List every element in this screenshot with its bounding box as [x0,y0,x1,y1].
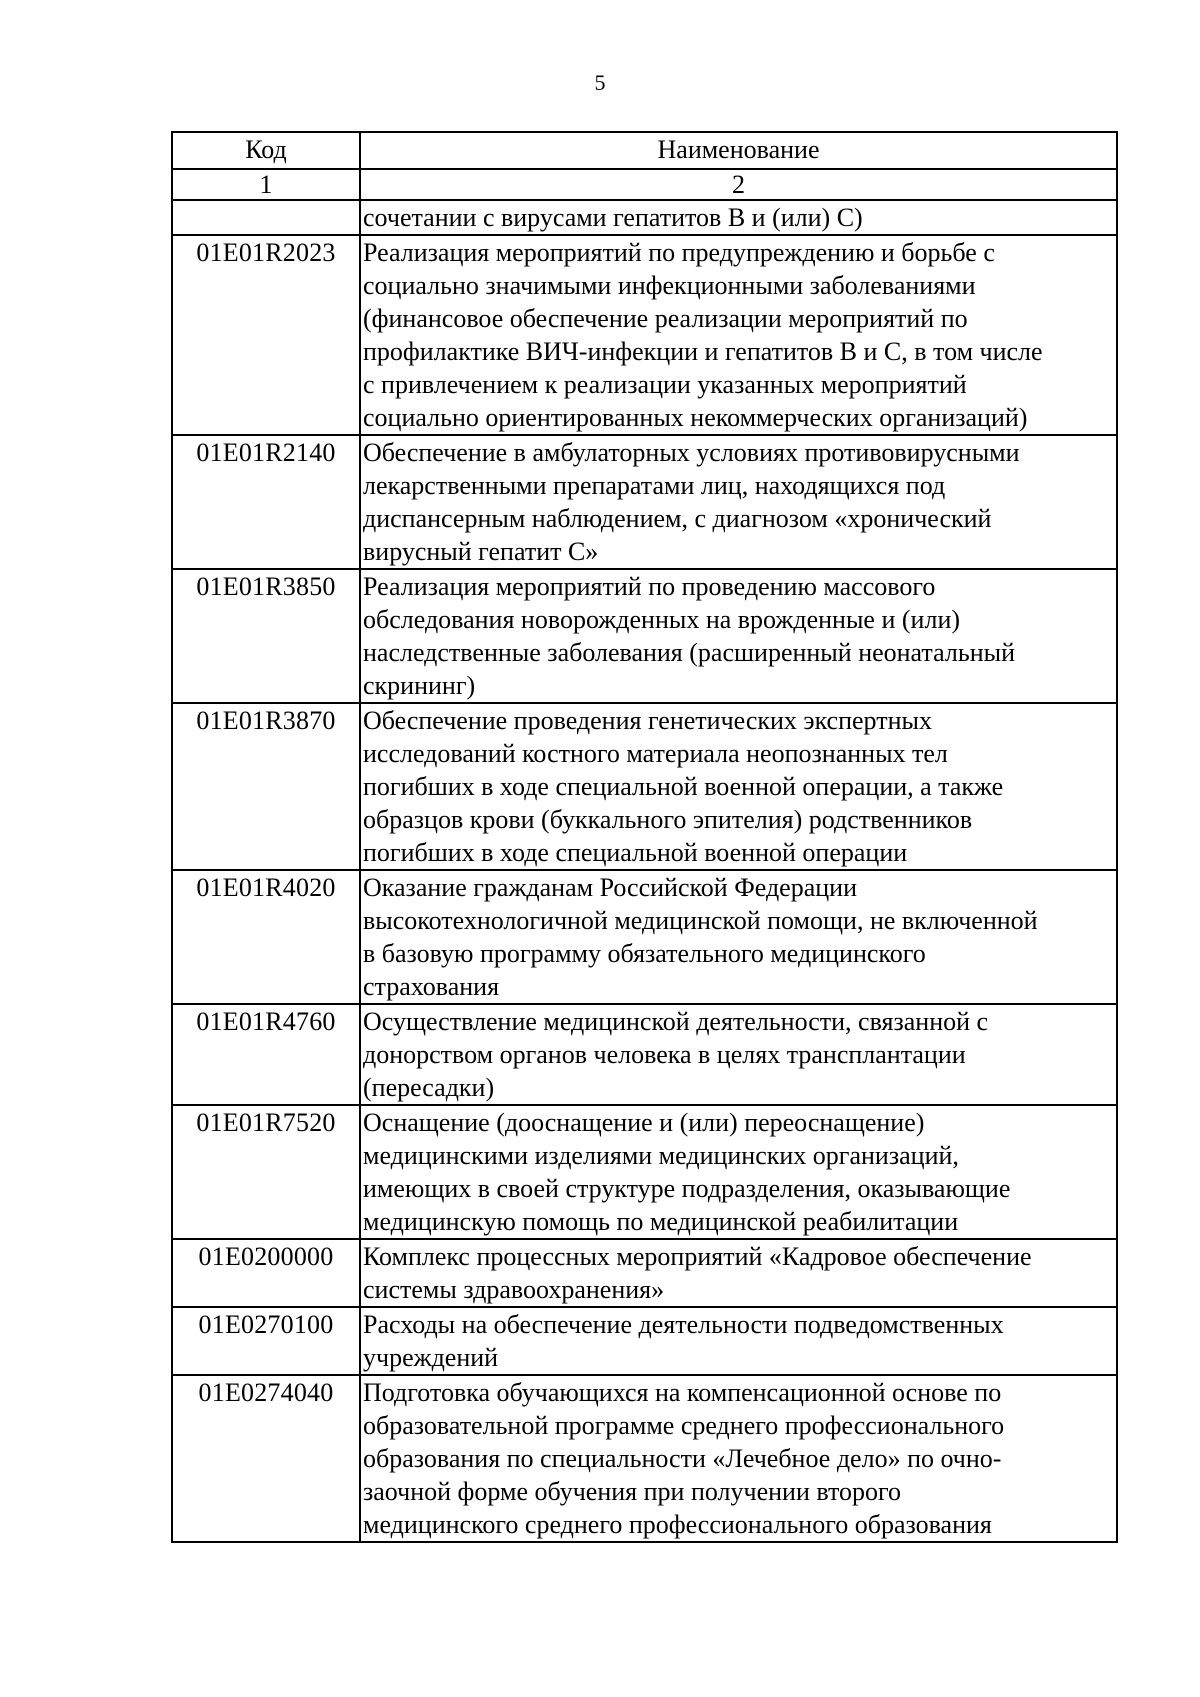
row-name [360,435,1117,569]
row-name-line: (финансовое обеспечение реализации мероприятий по [363,304,968,333]
row-name-line: высокотехнологичной медицинской помощи, не включенной [363,906,1038,935]
row-name-line: Комплекс процессных мероприятий «Кадровое обеспечение [363,1242,1032,1271]
row-code: 01E0274040 [172,1375,360,1542]
table-row [172,1307,1117,1375]
table-body [172,200,1117,1542]
header-code: Код [172,132,360,169]
row-code: 01E0200000 [172,1239,360,1307]
table-row [172,1239,1117,1307]
row-code: 01E01R4760 [172,1004,360,1105]
table-row [172,703,1117,870]
row-name-line: погибших в ходе специальной военной операции [363,838,908,867]
row-name [360,569,1117,703]
row-name-line: страхования [363,972,500,1001]
row-name [360,200,1117,235]
row-name-line: в базовую программу обязательного медицинского [363,939,926,968]
row-name-line: с привлечением к реализации указанных мероприятий [363,370,967,399]
table-row [172,870,1117,1004]
table-row [172,435,1117,569]
row-name-line: системы здравоохранения» [363,1275,665,1304]
table-row [172,235,1117,435]
row-name-line: Оснащение (дооснащение и (или) переоснащение) [363,1108,925,1137]
column-number-1: 1 [172,169,360,200]
row-name-line: медицинскими изделиями медицинских организаций, [363,1141,959,1170]
row-name-line: Осуществление медицинской деятельности, связанной с [363,1007,989,1036]
row-name-line: образования по специальности «Лечебное дело» по очно- [363,1444,1002,1473]
table-row [172,1375,1117,1542]
row-name [360,1375,1117,1542]
table-row [172,200,1117,235]
row-name-line: Оказание гражданам Российской Федерации [363,873,857,902]
budget-code-table [171,131,1118,1543]
table-row [172,1105,1117,1239]
row-name-line: диспансерным наблюдением, с диагнозом «хронический [363,504,992,533]
row-name [360,1307,1117,1375]
row-name [360,1105,1117,1239]
row-code [172,200,360,235]
row-code: 01E01R2140 [172,435,360,569]
row-name-line: медицинского среднего профессионального образования [363,1510,992,1539]
header-row [172,132,1117,169]
row-code: 01E01R3870 [172,703,360,870]
column-number-2: 2 [360,169,1117,200]
row-name [360,1239,1117,1307]
row-name-line: Реализация мероприятий по проведению массового [363,572,936,601]
page-number: 5 [594,70,606,95]
row-name-line: образовательной программе среднего профессионального [363,1411,1005,1440]
row-name [360,1004,1117,1105]
row-name-line: Обеспечение в амбулаторных условиях противовирусными [363,438,1020,467]
row-name-line: (пересадки) [363,1073,495,1102]
row-name-line: исследований костного материала неопознанных тел [363,739,948,768]
row-name-line: вирусный гепатит C» [363,537,599,566]
row-name [360,870,1117,1004]
row-name [360,703,1117,870]
row-name-line: социально ориентированных некоммерческих организаций) [363,403,1028,432]
row-name-line: скрининг) [363,671,476,700]
row-code: 01E0270100 [172,1307,360,1375]
row-name-line: обследования новорожденных на врожденные и (или) [363,605,961,634]
row-code: 01E01R3850 [172,569,360,703]
table-row [172,1004,1117,1105]
row-name-line: донорством органов человека в целях трансплантации [363,1040,966,1069]
column-number-row [172,169,1117,200]
row-code: 01E01R7520 [172,1105,360,1239]
row-name-line: лекарственными препаратами лиц, находящихся под [363,471,946,500]
row-name-line: Подготовка обучающихся на компенсационной основе по [363,1378,1002,1407]
row-name-line: Реализация мероприятий по предупреждению и борьбе с [363,238,995,267]
row-name-line: наследственные заболевания (расширенный неонатальный [363,638,1016,667]
header-name: Наименование [360,132,1117,169]
row-name-line: заочной форме обучения при получении второго [363,1477,902,1506]
table-row [172,569,1117,703]
row-name-line: Обеспечение проведения генетических экспертных [363,706,932,735]
row-name [360,235,1117,435]
row-name-line: социально значимыми инфекционными заболеваниями [363,271,976,300]
row-name-line: погибших в ходе специальной военной операции, а также [363,772,1004,801]
row-name-line: образцов крови (буккального эпителия) родственников [363,805,973,834]
row-code: 01E01R2023 [172,235,360,435]
row-name-line: медицинскую помощь по медицинской реабилитации [363,1207,959,1236]
row-name-line: сочетании с вирусами гепатитов B и (или) C) [363,203,863,232]
row-name-line: профилактике ВИЧ-инфекции и гепатитов B и C, в том числе [363,337,1043,366]
row-code: 01E01R4020 [172,870,360,1004]
row-name-line: Расходы на обеспечение деятельности подведомственных [363,1310,1004,1339]
row-name-line: имеющих в своей структуре подразделения, оказывающие [363,1174,1011,1203]
row-name-line: учреждений [363,1343,499,1372]
